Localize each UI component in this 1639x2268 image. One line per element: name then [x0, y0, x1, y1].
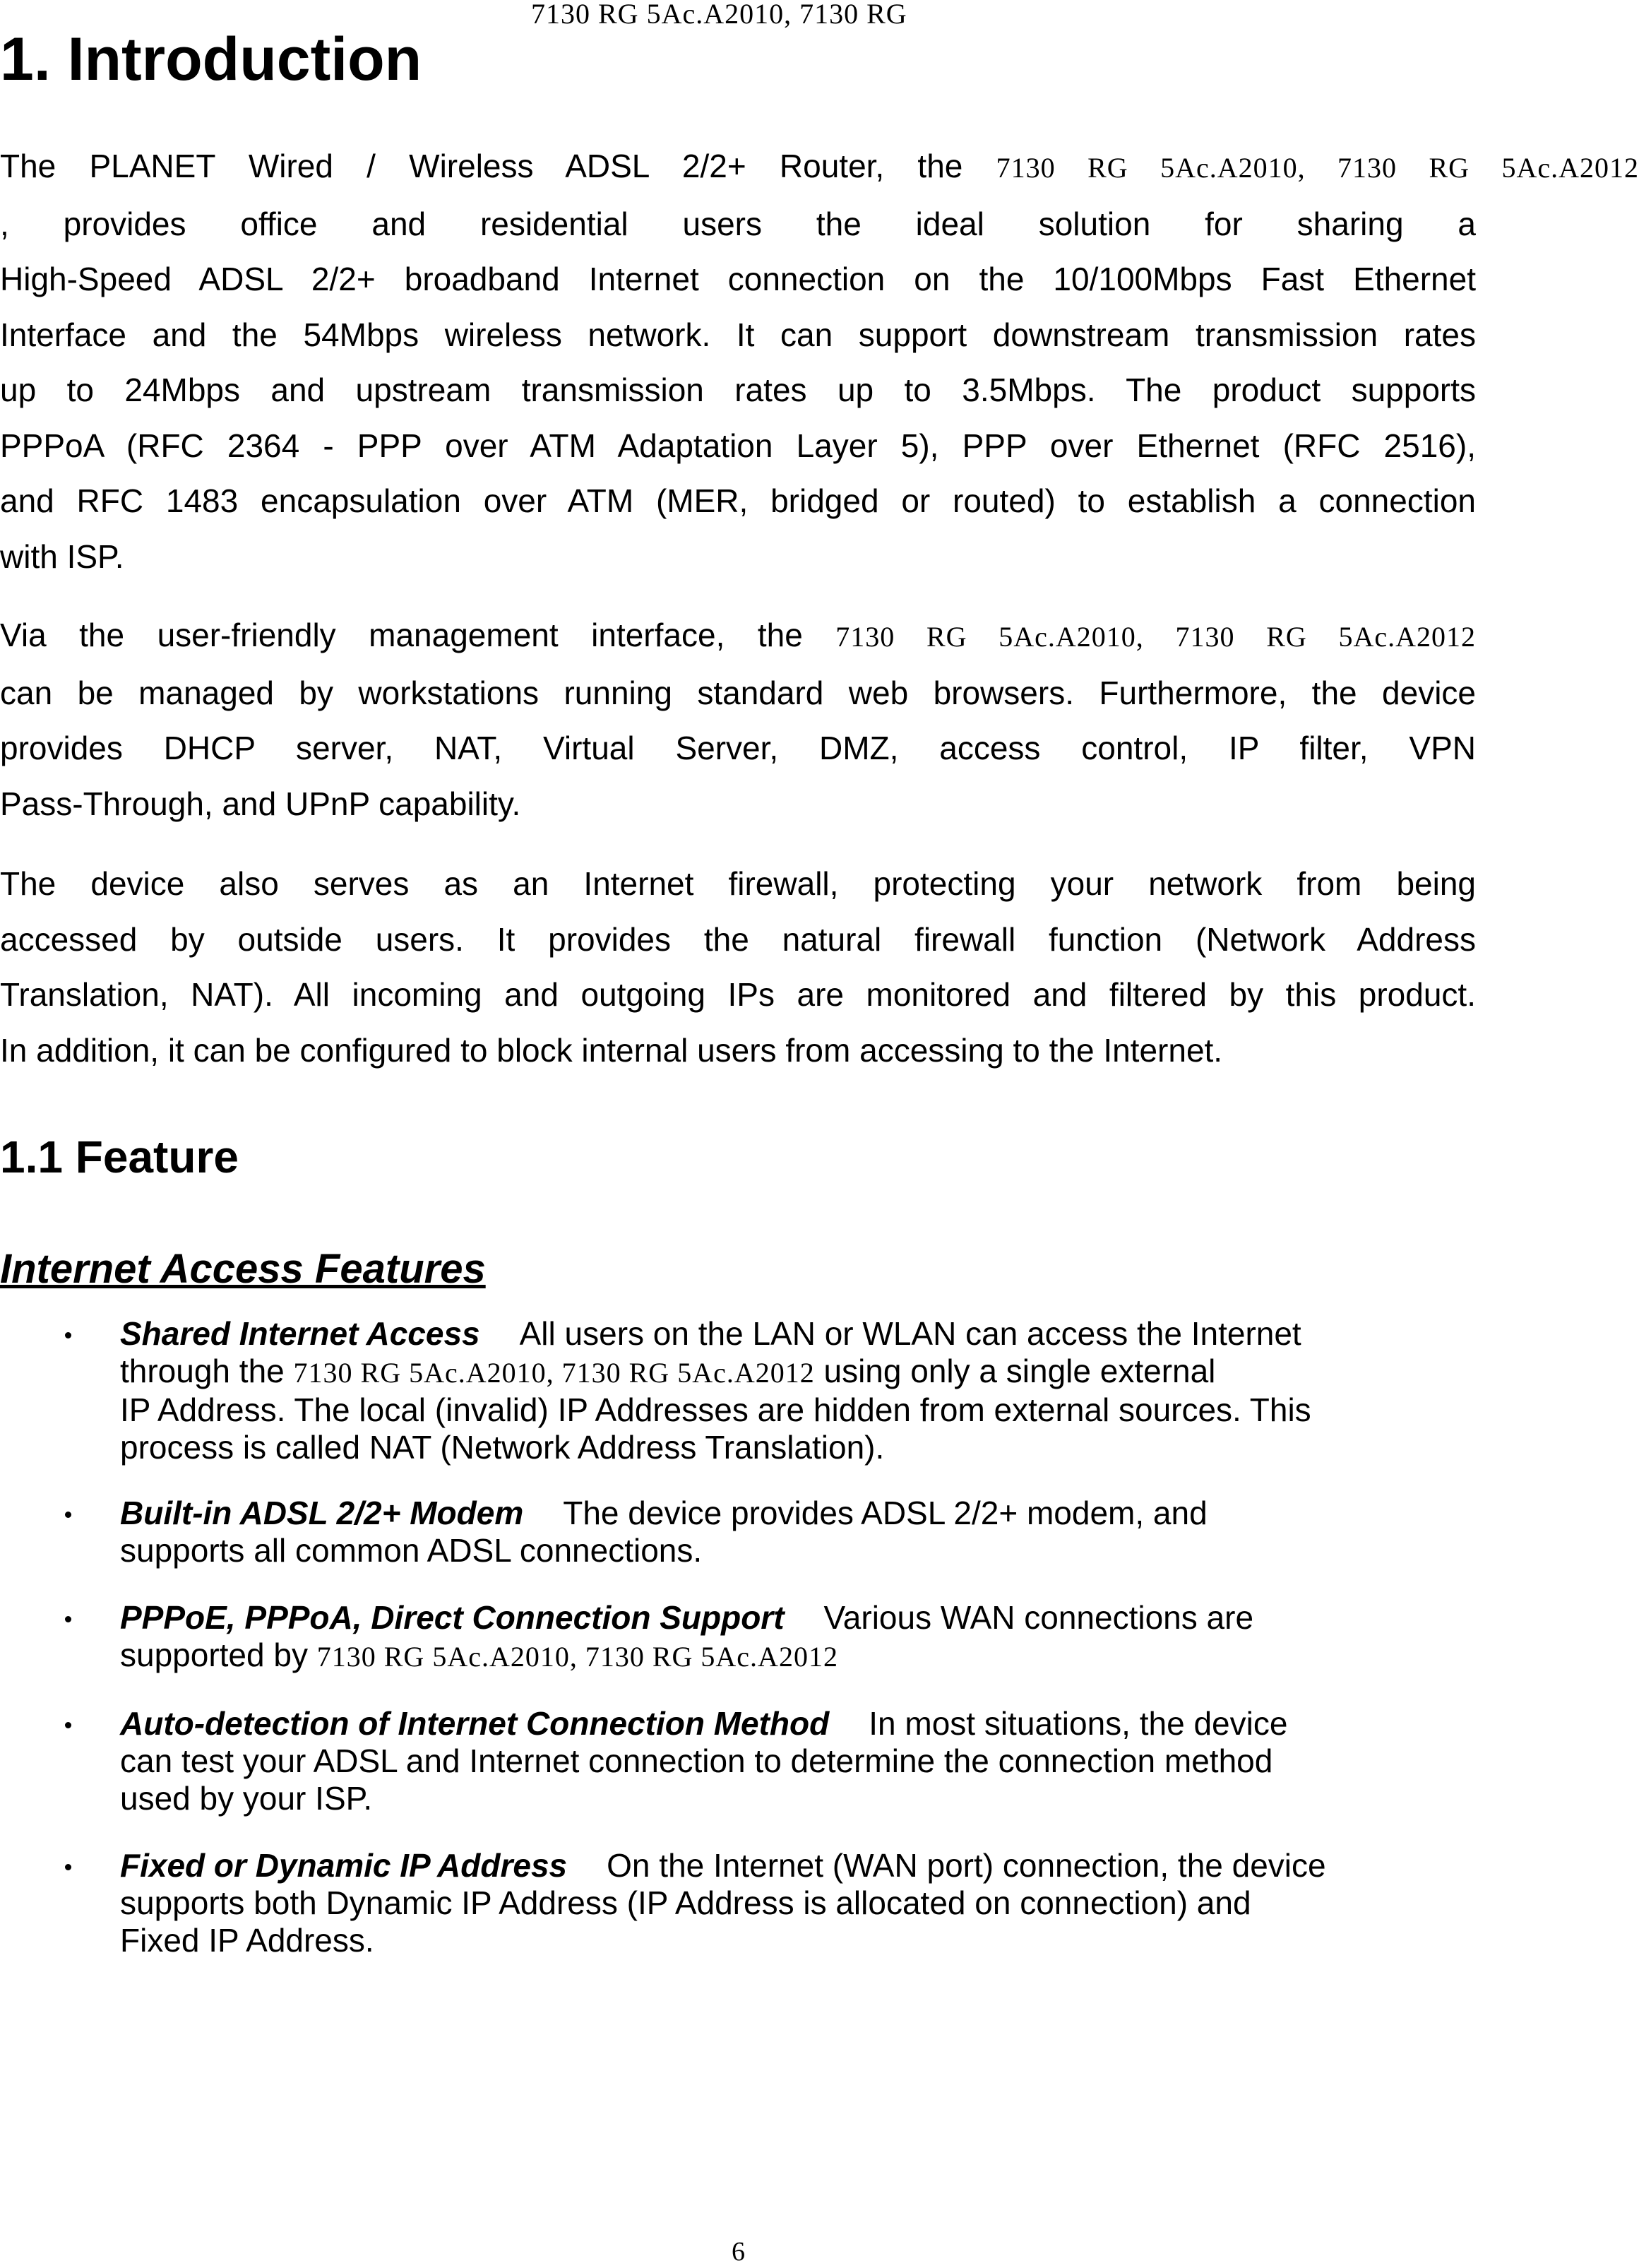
feature-text: Various WAN connections are	[823, 1599, 1254, 1636]
model-name: 7130 RG 5Ac.A2010, 7130 RG 5Ac.A2012	[996, 152, 1639, 184]
page-title: 1. Introduction	[0, 25, 422, 93]
feature-text: The device provides ADSL 2/2+ modem, and	[563, 1495, 1208, 1531]
feature-title: Shared Internet Access	[120, 1315, 480, 1352]
model-name: 7130 RG 5Ac.A2010, 7130 RG 5Ac.A2012	[316, 1641, 838, 1673]
bullet-icon	[65, 1512, 71, 1518]
feature-title: Auto-detection of Internet Connection Method	[120, 1705, 830, 1742]
section-heading: 1.1 Feature	[0, 1132, 239, 1182]
feature-title: Fixed or Dynamic IP Address	[120, 1847, 568, 1884]
intro-p2-line-4: Pass-Through, and UPnP capability.	[0, 785, 521, 822]
feature-text: In most situations, the device	[869, 1705, 1288, 1742]
feature-item: PPPoE, PPPoA, Direct Connection Support Various WAN connections are supported by 7130 RG 5Ac.A2010, 7130 RG 5Ac.A2012	[0, 1599, 1639, 1675]
intro-p1-line-7: and RFC 1483 encapsulation over ATM (MER, bridged or routed) to establish a connection	[0, 482, 1476, 519]
feature-item: Fixed or Dynamic IP Address On the Internet (WAN port) connection, the device supports both Dynamic IP Address (IP Address is allocated on connection) and Fixed IP Address.	[0, 1847, 1639, 1959]
intro-p3-line-3: Translation, NAT). All incoming and outgoing IPs are monitored and filtered by this product.	[0, 976, 1476, 1013]
intro-p1-line-2: , provides office and residential users the ideal solution for sharing a	[0, 205, 1476, 242]
bullet-icon	[65, 1722, 71, 1728]
intro-p1-line-6: PPPoA (RFC 2364 - PPP over ATM Adaptation Layer 5), PPP over Ethernet (RFC 2516),	[0, 427, 1476, 464]
bullet-icon	[65, 1332, 71, 1338]
intro-p1-line-8: with ISP.	[0, 538, 124, 575]
intro-p1-line-5: up to 24Mbps and upstream transmission rates up to 3.5Mbps. The product supports	[0, 372, 1476, 408]
feature-title: Built-in ADSL 2/2+ Modem	[120, 1495, 524, 1531]
intro-p2-line-3: provides DHCP server, NAT, Virtual Server, DMZ, access control, IP filter, VPN	[0, 730, 1476, 766]
intro-p1-line-3: High-Speed ADSL 2/2+ broadband Internet connection on the 10/100Mbps Fast Ethernet	[0, 261, 1476, 297]
subsection-heading: Internet Access Features	[0, 1246, 486, 1292]
model-name: 7130 RG 5Ac.A2010, 7130 RG 5Ac.A2012	[835, 621, 1477, 653]
intro-p3-line-4: In addition, it can be configured to block internal users from accessing to the Internet.	[0, 1031, 1223, 1069]
feature-text: On the Internet (WAN port) connection, the device	[607, 1847, 1326, 1884]
intro-p2-line-2: can be managed by workstations running standard web browsers. Furthermore, the device	[0, 674, 1476, 711]
intro-paragraph-1	[0, 138, 1639, 584]
feature-item: Shared Internet Access All users on the LAN or WLAN can access the Internet through the 7130 RG 5Ac.A2010, 7130 RG 5Ac.A2012 using only a single external IP Address. The local (invalid) IP Addresses are hidden from external sources. This process is called NAT (Network Address Translation).	[0, 1315, 1639, 1466]
bullet-icon	[65, 1864, 71, 1870]
page-number: 6	[732, 2237, 746, 2267]
feature-item: Built-in ADSL 2/2+ Modem The device provides ADSL 2/2+ modem, and supports all common ADSL connections.	[0, 1495, 1639, 1569]
feature-list	[0, 1315, 1639, 1959]
feature-title: PPPoE, PPPoA, Direct Connection Support	[120, 1599, 785, 1636]
intro-p3-line-1: The device also serves as an Internet firewall, protecting your network from being	[0, 865, 1476, 902]
intro-p3-line-2: accessed by outside users. It provides the natural firewall function (Network Address	[0, 920, 1476, 958]
intro-paragraph-3	[0, 856, 1476, 1078]
intro-p1-line-4: Interface and the 54Mbps wireless network. It can support downstream transmission rates	[0, 316, 1476, 353]
bullet-icon	[65, 1616, 71, 1622]
intro-p2-line-1: Via the user-friendly management interface, the 7130 RG 5Ac.A2010, 7130 RG 5Ac.A2012	[0, 617, 1477, 653]
intro-paragraph-2	[0, 607, 1476, 831]
feature-text: All users on the LAN or WLAN can access the Internet	[519, 1315, 1301, 1352]
feature-item: Auto-detection of Internet Connection Method In most situations, the device can test your ADSL and Internet connection to determine the connection method used by your ISP.	[0, 1705, 1639, 1817]
model-name: 7130 RG 5Ac.A2010, 7130 RG 5Ac.A2012	[293, 1357, 815, 1389]
intro-p1-line-1: The PLANET Wired / Wireless ADSL 2/2+ Router, the 7130 RG 5Ac.A2010, 7130 RG 5Ac.A2012	[0, 148, 1639, 184]
header-model-text: 7130 RG 5Ac.A2010, 7130 RG	[531, 0, 907, 30]
